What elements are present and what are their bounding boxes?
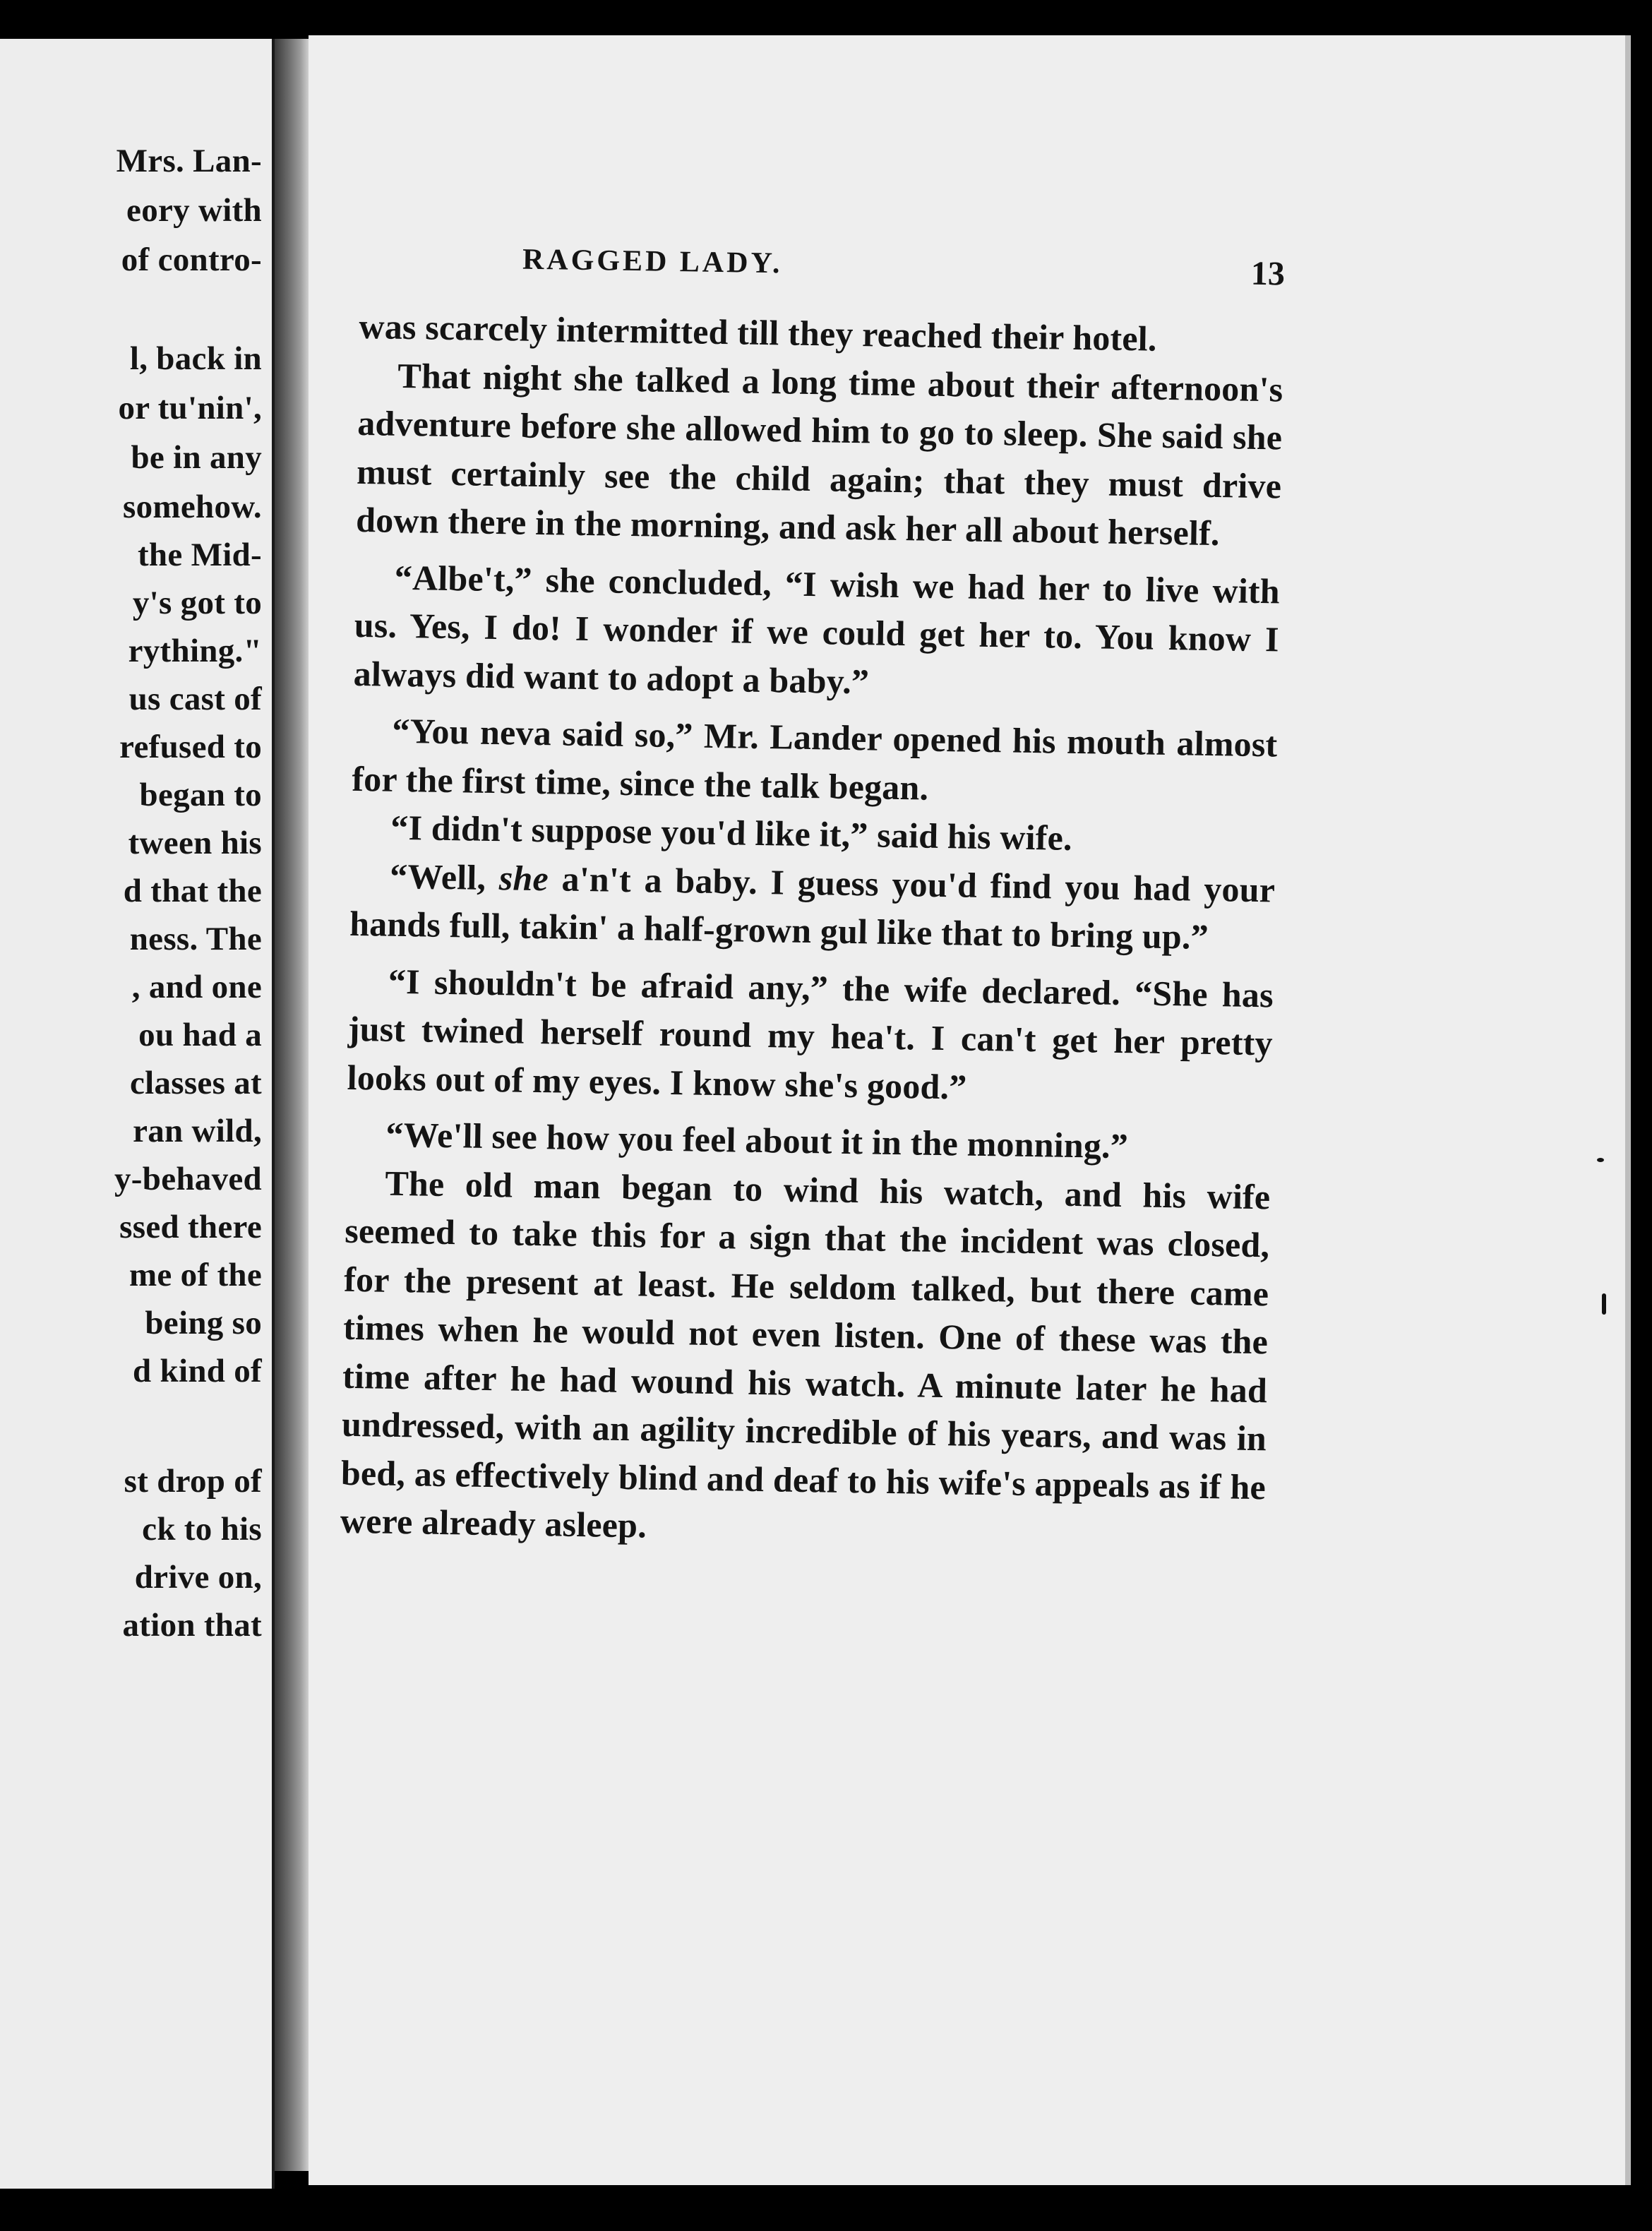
left-facing-page	[0, 39, 275, 2189]
left-page-line: began to	[139, 777, 262, 813]
left-page-line: the Mid-	[137, 537, 262, 573]
left-page-line: y's got to	[132, 585, 262, 621]
left-page-line: me of the	[128, 1257, 262, 1293]
body-text	[340, 302, 1283, 1560]
paragraph: “I didn't suppose you'd like it,” said his wife.	[390, 807, 1073, 858]
left-page-line: refused to	[119, 729, 262, 765]
left-page-line: ness. The	[129, 921, 262, 957]
left-page-line: ation that	[122, 1607, 262, 1644]
left-page-line: ssed there	[119, 1209, 262, 1245]
book-gutter	[275, 39, 309, 2171]
left-page-line: d that the	[123, 873, 262, 909]
page-edge	[1625, 35, 1631, 2185]
right-page	[309, 35, 1625, 2185]
emphasized-word: she	[498, 857, 549, 898]
running-head-title: RAGGED LADY.	[522, 243, 783, 280]
paragraph: “We'll see how you feel about it in the monning.”	[385, 1114, 1129, 1166]
left-page-line: or tu'nin',	[118, 390, 262, 426]
left-page-line: ck to his	[142, 1511, 262, 1548]
page-text-block	[340, 35, 1288, 1545]
left-page-line: ou had a	[138, 1017, 262, 1053]
left-page-line: tween his	[128, 825, 262, 861]
print-speck	[1597, 1158, 1604, 1162]
page-number: 13	[1250, 254, 1286, 293]
left-page-line: us cast of	[128, 681, 262, 717]
left-page-line: drive on,	[134, 1559, 262, 1596]
paragraph: was scarcely intermitted till they reached their hotel.	[359, 306, 1158, 359]
left-page-line: eory with	[126, 192, 262, 229]
left-page-line: ran wild,	[133, 1113, 262, 1149]
print-speck	[1602, 1293, 1606, 1315]
left-page-line: somehow.	[123, 489, 262, 525]
paragraph	[349, 851, 1276, 962]
left-page-line: , and one	[131, 969, 262, 1005]
running-head	[360, 240, 1286, 297]
left-page-line: rything."	[128, 633, 262, 669]
left-page-line: classes at	[129, 1065, 262, 1101]
left-page-line: be in any	[131, 439, 262, 476]
left-page-line: being so	[145, 1305, 262, 1341]
left-page-line: d kind of	[133, 1353, 262, 1389]
left-page-line: Mrs. Lan-	[116, 143, 262, 179]
paragraph: “You neva said so,” Mr. Lander opened his mouth almost for the first time, since the talk began.	[352, 710, 1278, 808]
left-page-line: y-behaved	[114, 1161, 262, 1197]
paragraph: The old man began to wind his watch, and his wife seemed to take this for a sign that the incident was closed, for the present at least. He seldom talked, but there came times when he would not even listen. One of these was the time after he had wound his watch. A minute later he had undressed, with an agility incredible of his years, and was in bed, as effectively blind and deaf to his wife's appeals as if he were already asleep.	[340, 1163, 1271, 1545]
left-page-line: l, back in	[129, 340, 262, 377]
paragraph-text: a'n't a baby. I guess you'd find you had your hands full, takin' a half-grown gul like that to bring up.”	[349, 858, 1276, 957]
paragraph: That night she talked a long time about their afternoon's adventure before she allowed him to go to sleep. She said she must certainly see the child again; that they must drive down there in the morning, and ask her all about herself.	[355, 355, 1283, 554]
paragraph-text: “Well,	[389, 856, 500, 897]
paragraph: “I shouldn't be afraid any,” the wife declared. “She has just twined herself round my hea't. I can't get her pretty looks out of my eyes. I know she's good.”	[347, 961, 1274, 1107]
left-page-line: of contro-	[121, 241, 262, 278]
left-page-line: st drop of	[124, 1463, 262, 1500]
paragraph: “Albe't,” she concluded, “I wish we had her to live with us. Yes, I do! I wonder if we could get her to. You know I always did want to adopt a baby.”	[353, 557, 1281, 701]
